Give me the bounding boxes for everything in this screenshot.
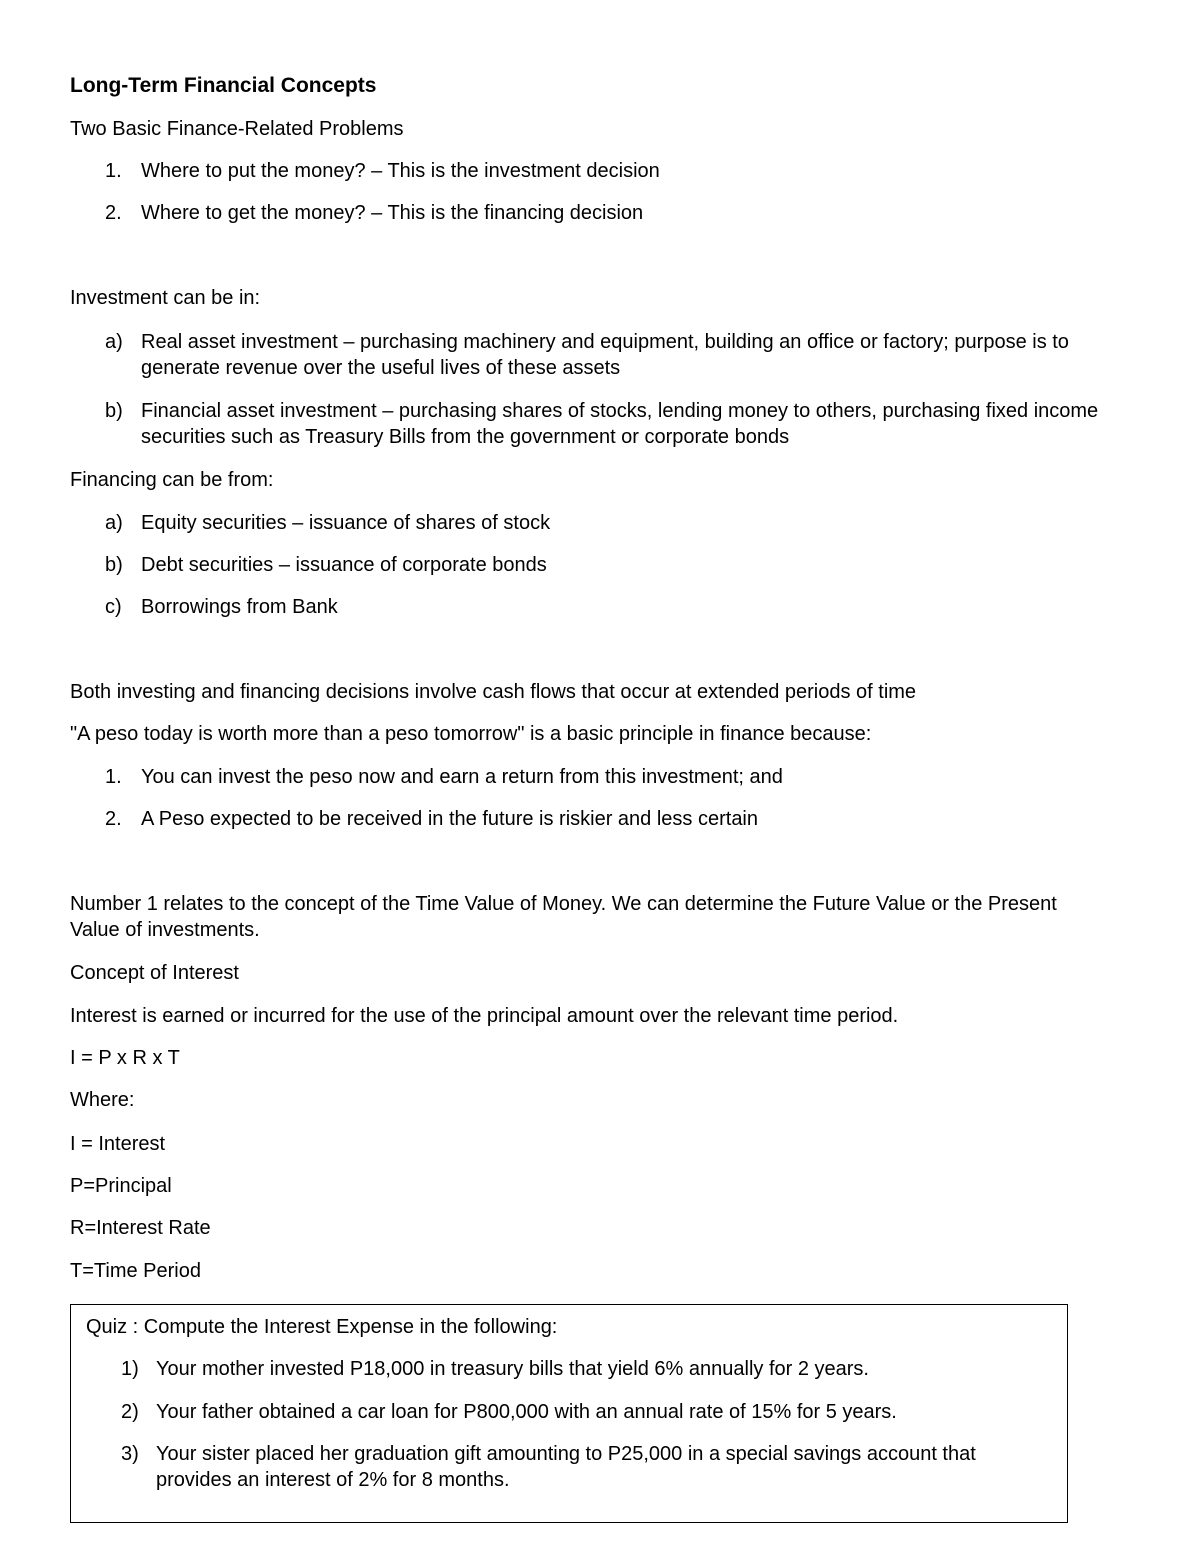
interest-formula: I = P x R x T	[70, 1047, 180, 1069]
list-item-text: Your mother invested P18,000 in treasury bills that yield 6% annually for 2 years.	[156, 1358, 869, 1380]
list-item-text: Real asset investment – purchasing machinery and equipment, building an office or factory; purpose is to generate revenue over the useful lives of these assets	[141, 331, 1069, 379]
investment-heading: Investment can be in:	[70, 287, 261, 309]
list-marker: 1.	[105, 766, 122, 788]
list-marker: 2.	[105, 808, 122, 830]
principle-text: "A peso today is worth more than a peso tomorrow" is a basic principle in finance because:	[70, 723, 872, 745]
intro-text: Two Basic Finance-Related Problems	[70, 118, 404, 140]
definition-interest: I = Interest	[70, 1133, 166, 1155]
list-item-text: Financial asset investment – purchasing shares of stocks, lending money to others, purchasing fixed income securities such as Treasury Bills from the government or corporate bonds	[141, 400, 1099, 448]
list-item-text: Borrowings from Bank	[141, 596, 338, 618]
definition-principal: P=Principal	[70, 1175, 172, 1197]
list-marker: 2)	[121, 1401, 139, 1423]
quiz-prompt: Quiz : Compute the Interest Expense in the following:	[86, 1316, 558, 1338]
list-marker: 1)	[121, 1358, 139, 1380]
quiz-box	[70, 1304, 1068, 1523]
list-item-text: Your father obtained a car loan for P800,000 with an annual rate of 15% for 5 years.	[156, 1401, 897, 1423]
list-marker: b)	[105, 400, 123, 422]
list-marker: c)	[105, 596, 122, 618]
list-item-text: Where to get the money? – This is the financing decision	[141, 202, 644, 224]
list-item-text: You can invest the peso now and earn a return from this investment; and	[141, 766, 783, 788]
list-marker: 1.	[105, 160, 122, 182]
list-item-text: Equity securities – issuance of shares of stock	[141, 512, 551, 534]
list-item-text: A Peso expected to be received in the future is riskier and less certain	[141, 808, 759, 830]
interest-definition: Interest is earned or incurred for the use of the principal amount over the relevant time period.	[70, 1005, 899, 1027]
document-title: Long-Term Financial Concepts	[70, 74, 377, 97]
list-marker: a)	[105, 512, 123, 534]
list-marker: b)	[105, 554, 123, 576]
list-marker: a)	[105, 331, 123, 353]
definition-rate: R=Interest Rate	[70, 1217, 211, 1239]
list-item-text: Your sister placed her graduation gift amounting to P25,000 in a special savings account that provides an interest of 2% for 8 months.	[156, 1443, 976, 1491]
financing-heading: Financing can be from:	[70, 469, 274, 491]
time-value-text: Number 1 relates to the concept of the Time Value of Money. We can determine the Future Value or the Present Value of investments.	[70, 893, 1057, 941]
list-item-text: Debt securities – issuance of corporate bonds	[141, 554, 547, 576]
interest-heading: Concept of Interest	[70, 962, 239, 984]
list-marker: 2.	[105, 202, 122, 224]
both-decisions-text: Both investing and financing decisions involve cash flows that occur at extended periods of time	[70, 681, 917, 703]
list-item-text: Where to put the money? – This is the investment decision	[141, 160, 660, 182]
definition-time: T=Time Period	[70, 1260, 201, 1282]
list-marker: 3)	[121, 1443, 139, 1465]
where-label: Where:	[70, 1089, 135, 1111]
